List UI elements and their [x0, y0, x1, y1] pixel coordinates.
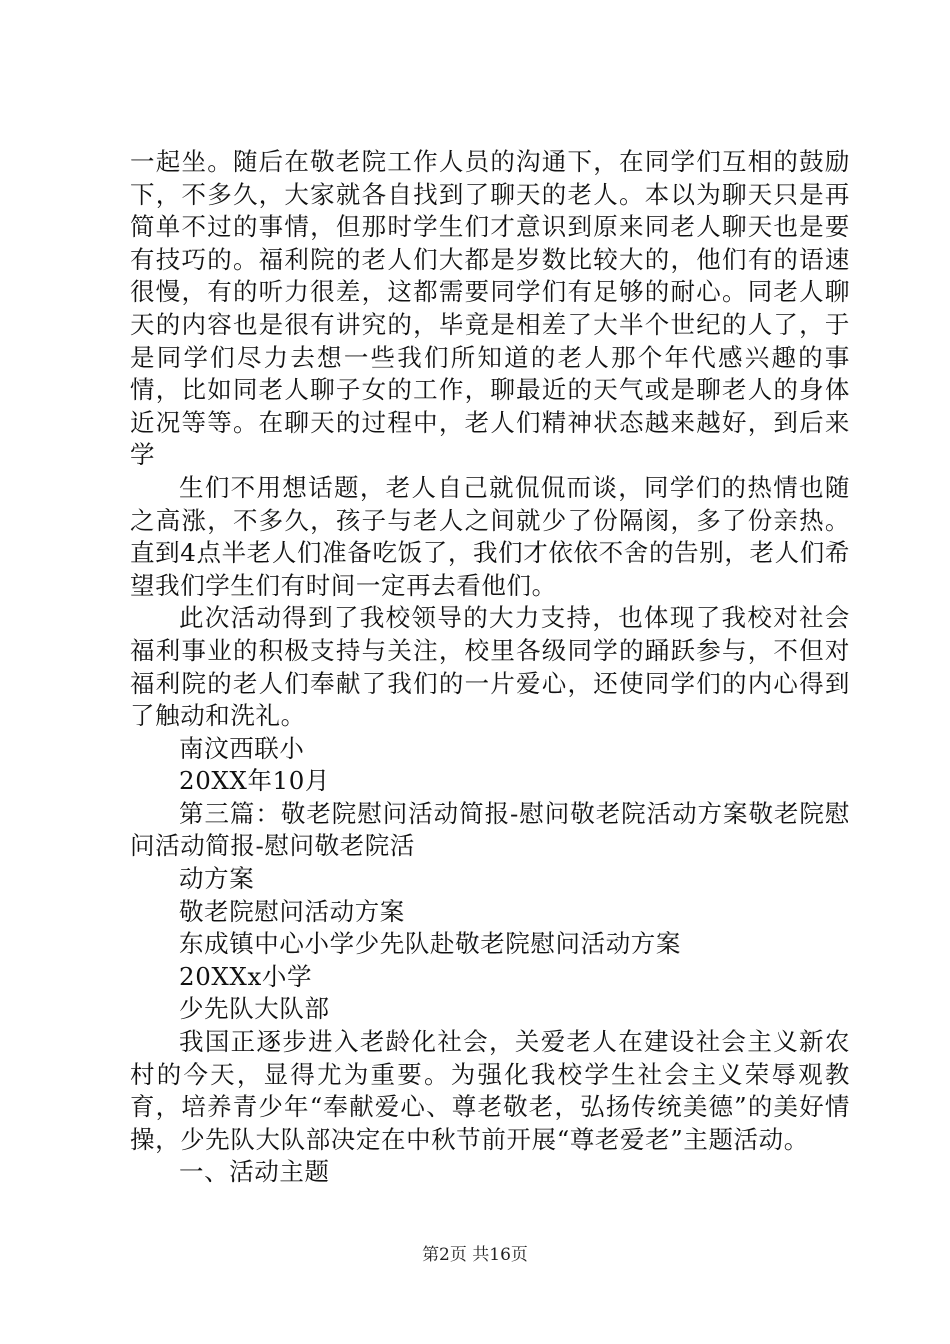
school-line: 20XXx小学: [179, 961, 313, 991]
paragraph-intro: 我国正逐步进入老龄化社会，关爱老人在建设社会主义新农村的今天，显得尤为重要。为强化我校学生社会主义荣辱观教育，培养青少年“奉献爱心、尊老敬老，弘扬传统美德”的美好情操，少先队大队部决定在中秋节前开展“尊老爱老”主题活动。: [130, 1027, 850, 1154]
heading-activity-theme: 一、活动主题: [179, 1157, 330, 1187]
plan-title: 敬老院慰问活动方案: [179, 896, 405, 926]
plan-subtitle: 东成镇中心小学少先队赴敬老院慰问活动方案: [179, 929, 681, 959]
document-body: [130, 146, 850, 1189]
page-number: 第2页 共16页: [422, 1245, 528, 1265]
paragraph-3: 此次活动得到了我校领导的大力支持，也体现了我校对社会福利事业的积极支持与关注，校里各级同学的踊跃参与，不但对福利院的老人们奉献了我们的一片爱心，还使同学们的内心得到了触动和洗礼。: [130, 603, 850, 731]
paragraph-2: 生们不用想话题，老人自己就侃侃而谈，同学们的热情也随之高涨，不多久，孩子与老人之间就少了份隔阂，多了份亲热。直到4点半老人们准备吃饭了，我们才依依不舍的告别，老人们希望我们学生们有时间一定再去看他们。: [130, 472, 850, 600]
section-title: 第三篇：敬老院慰问活动简报-慰问敬老院活动方案敬老院慰问活动简报-慰问敬老院活: [130, 798, 850, 861]
section-title-continued: 动方案: [179, 864, 255, 894]
department-line: 少先队大队部: [179, 994, 330, 1024]
date-line: 20XX年10月: [179, 766, 331, 796]
school-name: 南汶西联小: [179, 733, 305, 763]
paragraph-1: 一起坐。随后在敬老院工作人员的沟通下，在同学们互相的鼓励下，不多久，大家就各自找到了聊天的老人。本以为聊天只是再简单不过的事情，但那时学生们才意识到原来同老人聊天也是要有技巧的。福利院的老人们大都是岁数比较大的，他们有的语速很慢，有的听力很差，这都需要同学们有足够的耐心。同老人聊天的内容也是很有讲究的，毕竟是相差了大半个世纪的人了，于是同学们尽力去想一些我们所知道的老人那个年代感兴趣的事情，比如同老人聊子女的工作，聊最近的天气或是聊老人的身体近况等等。在聊天的过程中，老人们精神状态越来越好，到后来学: [130, 147, 850, 470]
